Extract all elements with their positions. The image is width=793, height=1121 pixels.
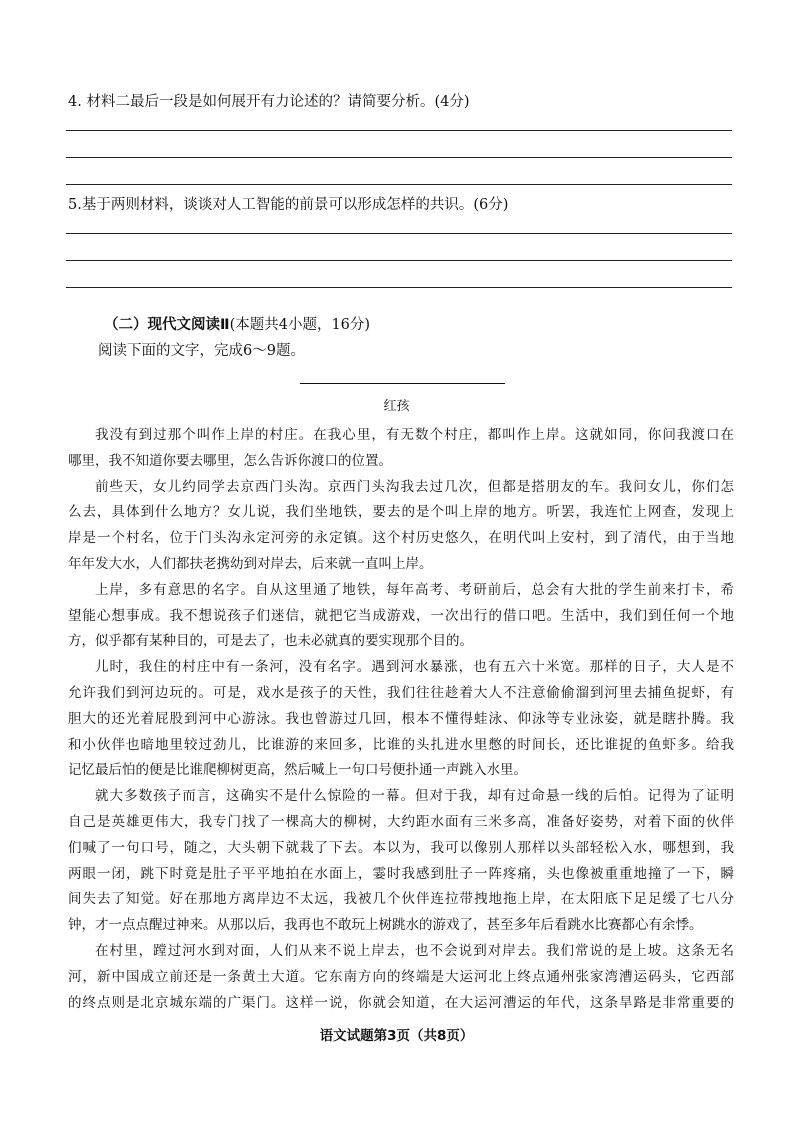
text-line: 自己是英雄更伟大，我专门找了一棵高大的柳树，大约距水面有三米多高，准备好姿势，对着下面的伙伴 (68, 813, 734, 830)
text-line: 方，似乎都有某种目的，可是去了，也未必就真的要实现那个目的。 (68, 633, 473, 650)
text-line: 和小伙伴也暗地里较过劲儿，比谁游的来回多，比谁的头扎进水里憋的时间长，还比谁捉的鱼虾多。给我 (68, 736, 734, 753)
text-line: 记忆最后怕的便是比谁爬柳树更高，然后喊上一句口号便扑通一声跳入水里。 (68, 762, 527, 779)
text-line: 的终点则是北京城东端的广渠门。这样一说，你就会知道，在大运河漕运的年代，这条旱路是非常重要的 (68, 994, 734, 1011)
text-line: 岸是一个村名，位于门头沟永定河旁的永定镇。这个村历史悠久，在明代叫上安村，到了清代，由于当地 (68, 530, 734, 547)
text-line: 钟，才一点点醒过神来。从那以后，我再也不敢玩上树跳水的游戏了，甚至多年后看跳水比赛都心有余悸。 (68, 917, 703, 934)
answer-line (66, 184, 732, 185)
text-line: 允许我们到河边玩的。可是，戏水是孩子的天性，我们往往趁着大人不注意偷偷溜到河里去捕鱼捉虾，有 (68, 684, 734, 701)
text-line: 前些天，女儿约同学去京西门头沟。京西门头沟我去过几次，但都是搭朋友的车。我问女儿，你们怎 (95, 478, 734, 495)
section-heading (104, 315, 370, 335)
text-line: 我没有到过那个叫作上岸的村庄。在我心里，有无数个村庄，都叫作上岸。这就如同，你问我渡口在 (95, 427, 734, 443)
text-line: 两眼一闭，跳下时竟是肚子平平地拍在水面上，霎时我感到肚子一阵疼痛，头也像被重重地撞了一下，瞬 (68, 865, 734, 882)
answer-line (66, 233, 732, 234)
answer-line (66, 157, 732, 158)
text-line: 哪里，我不知道你要去哪里，怎么告诉你渡口的位置。 (68, 452, 392, 469)
text-line: 就大多数孩子而言，这确实不是什么惊险的一幕。但对于我，却有过命悬一线的后怕。记得为了证明 (95, 788, 734, 805)
question-4: 4. 材料二最后一段是如何展开有力论述的？请简要分析。(4分) (68, 94, 470, 110)
text-line: 间失去了知觉。好在那地方离岸边不太远，我被几个伙伴连拉带拽地拖上岸，在太阳底下足足缓了七八分 (68, 891, 734, 908)
answer-line (66, 260, 732, 261)
section-heading-title: （二）现代文阅读Ⅱ (104, 317, 230, 333)
article-body (68, 423, 734, 1016)
text-line: 上岸，多有意思的名字。自从这里通了地铁，每年高考、考研前后，总会有大批的学生前来打卡，希 (95, 581, 734, 598)
article-title: 红孩 (383, 399, 410, 414)
text-line: 河，新中国成立前还是一条黄土大道。它东南方向的终端是大运河北上终点通州张家湾漕运码头，它西部 (68, 968, 734, 985)
text-line: 儿时，我住的村庄中有一条河，没有名字。遇到河水暴涨，也有五六十米宽。那样的日子，大人是不 (95, 659, 734, 676)
answer-line (66, 130, 732, 131)
section-heading-note: (本题共4小题，16分) (229, 317, 371, 333)
text-line: 么去，具体到什么地方？女儿说，我们坐地铁，要去的是个叫上岸的地方。听罢，我连忙上网查，发现上 (68, 504, 734, 521)
section-instruction: 阅读下面的文字，完成6～9题。 (98, 343, 305, 359)
question-5: 5.基于两则材料，谈谈对人工智能的前景可以形成怎样的共识。(6分) (68, 197, 509, 213)
text-line: 望能心想事成。我不想说孩子们迷信，就把它当成游戏，一次出行的借口吧。生活中，我们到任何一个地 (68, 607, 734, 624)
text-line: 胆大的还光着屁股到河中心游泳。我也曾游过几回，根本不懂得蛙泳、仰泳等专业泳姿，就是瞎扑腾。我 (68, 710, 734, 727)
text-line: 在村里，蹚过河水到对面，人们从来不说上岸去，也不会说到对岸去。我们常说的是上坡。这条无名 (95, 942, 734, 959)
text-line: 年年发大水，人们都扶老携幼到对岸去，后来就一直叫上岸。 (68, 555, 433, 572)
title-rule (300, 383, 505, 384)
text-line: 们喊了一句口号，随之，大头朝下就栽了下去。本以为，我可以像别人那样以头部轻松入水，哪想到，我 (68, 839, 734, 856)
answer-line (66, 287, 732, 288)
page-footer: 语文试题第3页（共8页） (319, 1028, 474, 1044)
